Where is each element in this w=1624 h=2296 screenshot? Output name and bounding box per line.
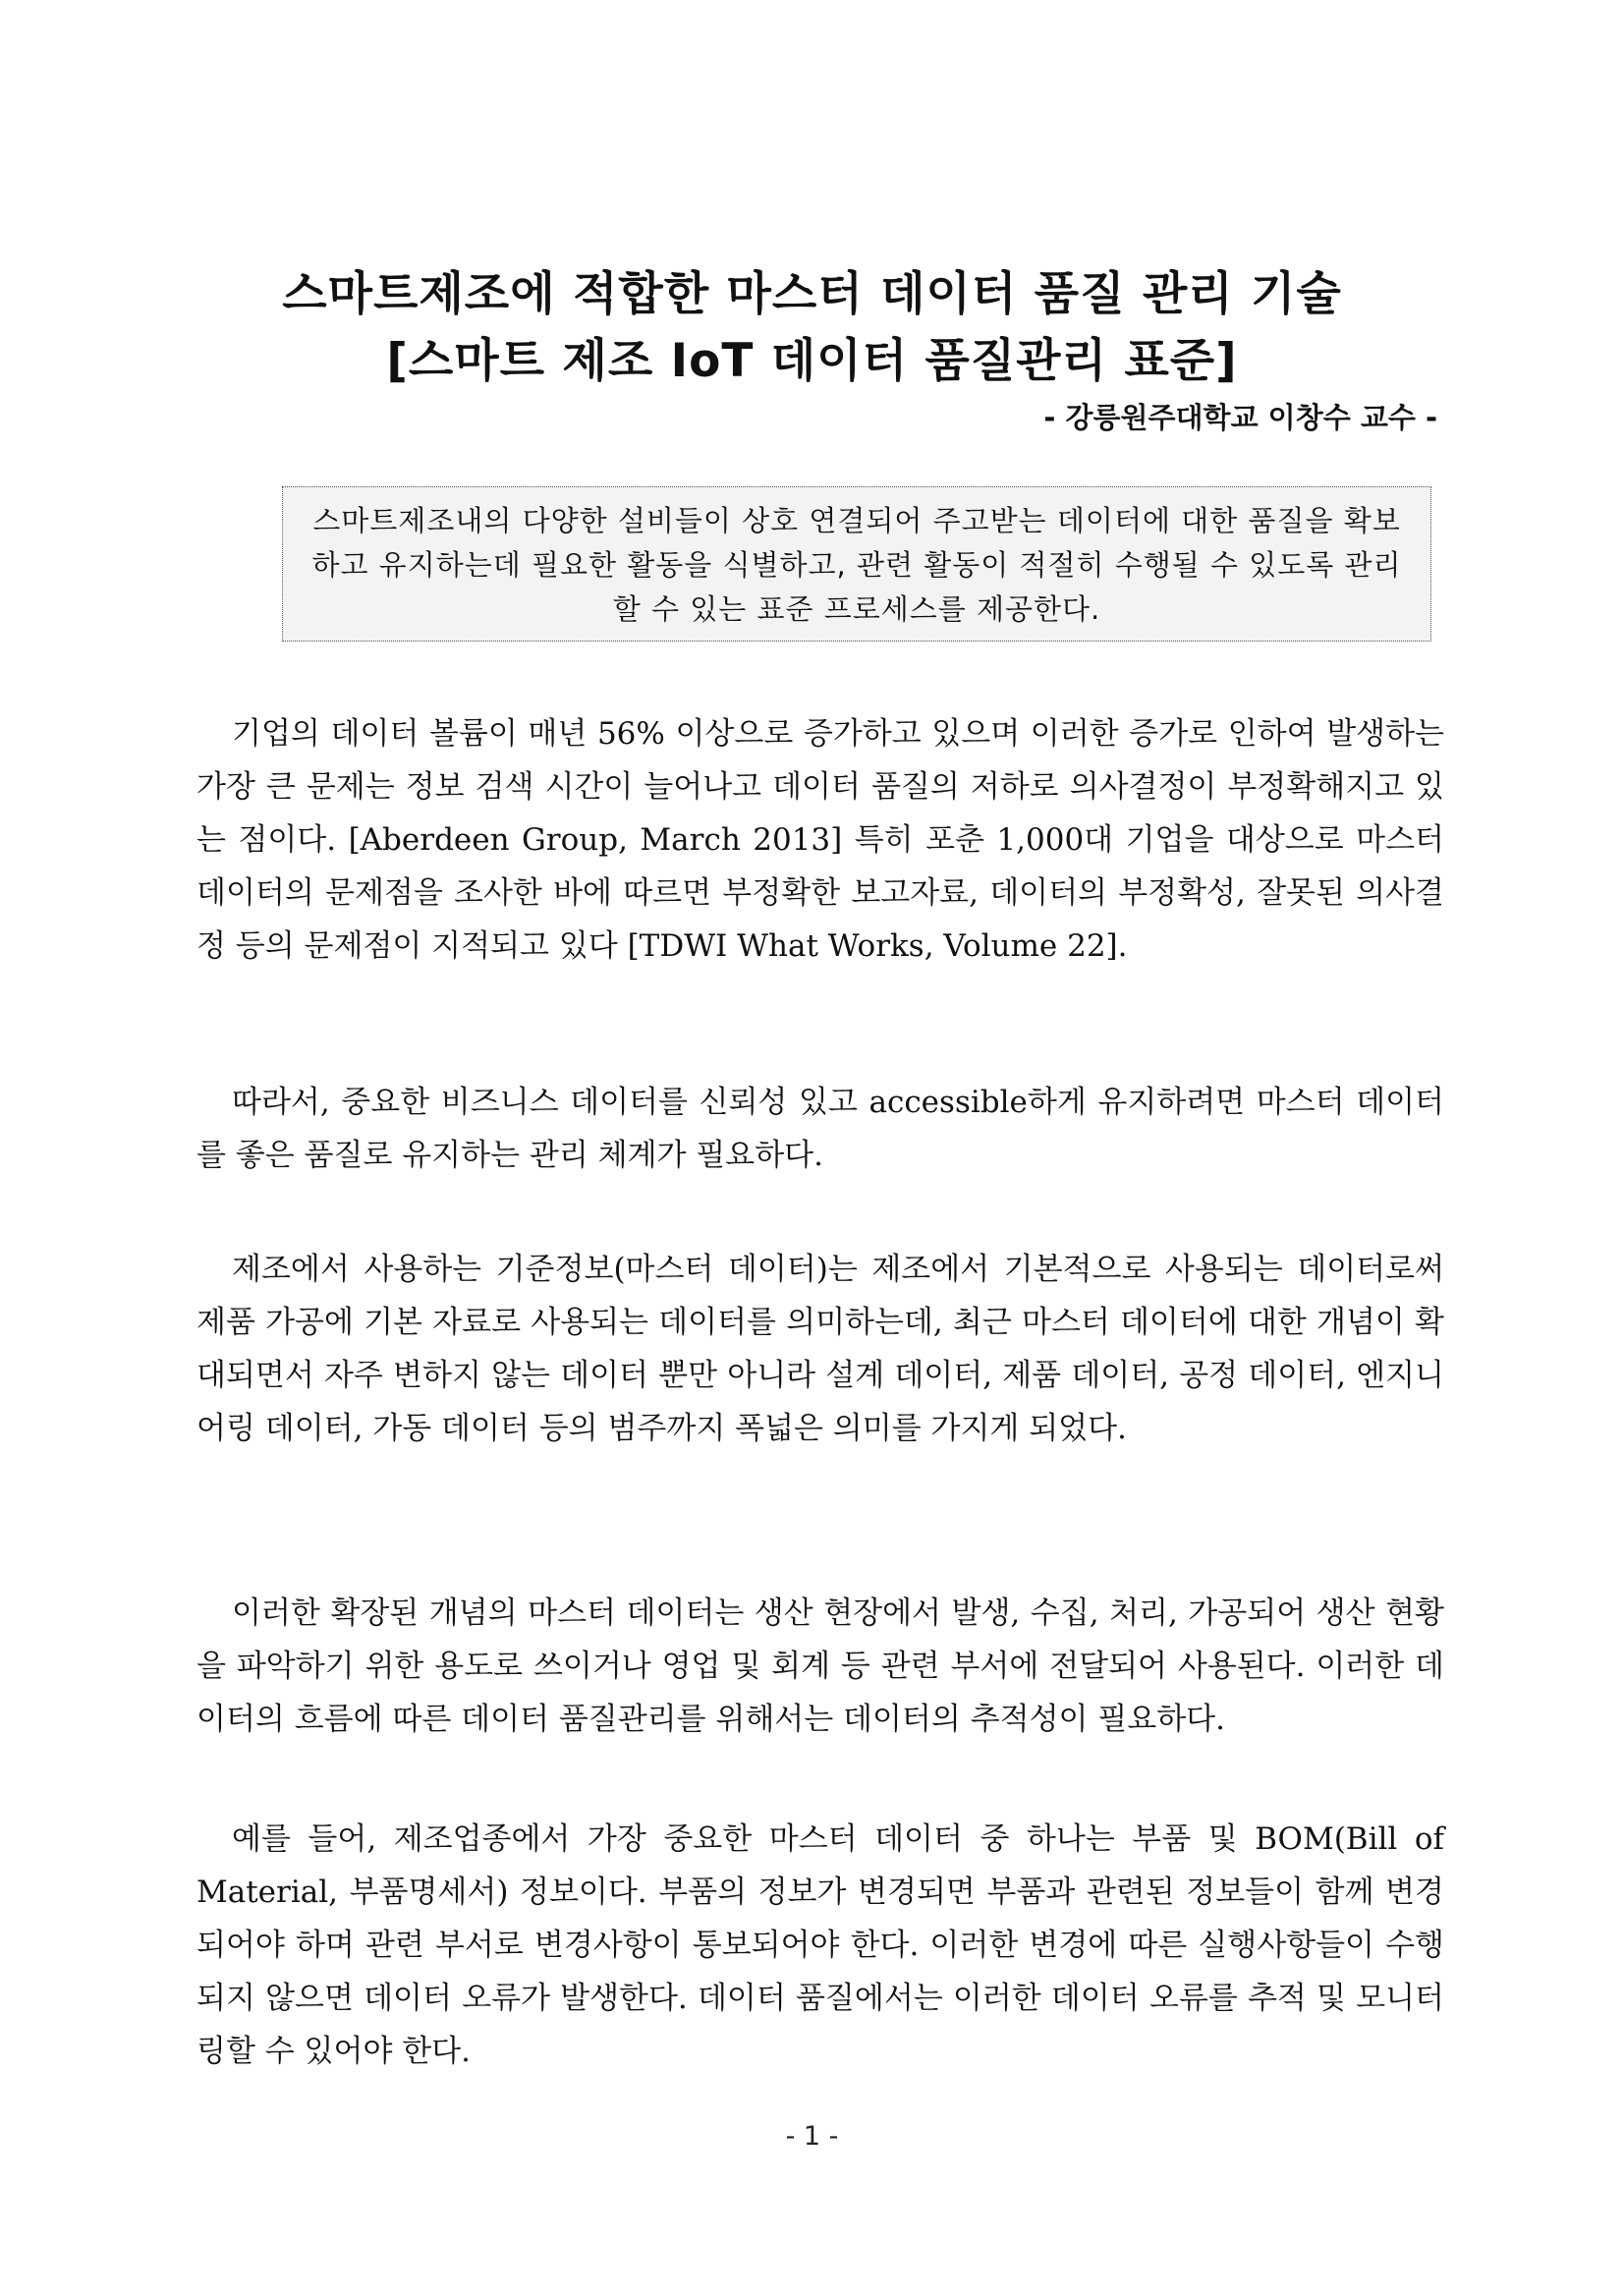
- body-paragraph-1: 기업의 데이터 볼륨이 매년 56% 이상으로 증가하고 있으며 이러한 증가로 인하여 발생하는 가장 큰 문제는 정보 검색 시간이 늘어나고 데이터 품질의 저하로 의사결정이 부정확해지고 있는 점이다. [Aberdeen Group, March 2013] 특히 포춘 1,000대 기업을 대상으로 마스터 데이터의 문제점을 조사한 바에 따르면 부정확한 보고자료, 데이터의 부정확성, 잘못된 의사결정 등의 문제점이 지적되고 있다 [TDWI What Works, Volume 22].: [196, 716, 1444, 964]
- author-line: - 강릉원주대학교 이창수 교수 -: [1043, 401, 1437, 434]
- body-paragraph-5: 예를 들어, 제조업종에서 가장 중요한 마스터 데이터 중 하나는 부품 및 BOM(Bill of Material, 부품명세서) 정보이다. 부품의 정보가 변경되면 부품과 관련된 정보들이 함께 변경되어야 하며 관련 부서로 변경사항이 통보되어야 한다. 이러한 변경에 따른 실행사항들이 수행되지 않으면 데이터 오류가 발생한다. 데이터 품질에서는 이러한 데이터 오류를 추적 및 모니터링할 수 있어야 한다.: [196, 1821, 1444, 2069]
- abstract-box: [282, 486, 1431, 642]
- document-title-line-2: [스마트 제조 IoT 데이터 품질관리 표준]: [386, 334, 1238, 388]
- body-paragraph-4: 이러한 확장된 개념의 마스터 데이터는 생산 현장에서 발생, 수집, 처리, 가공되어 생산 현황을 파악하기 위한 용도로 쓰이거나 영업 및 회계 등 관련 부서에 전달되어 사용된다. 이러한 데이터의 흐름에 따른 데이터 품질관리를 위해서는 데이터의 추적성이 필요하다.: [196, 1596, 1444, 1737]
- body-paragraph-3: 제조에서 사용하는 기준정보(마스터 데이터)는 제조에서 기본적으로 사용되는 데이터로써 제품 가공에 기본 자료로 사용되는 데이터를 의미하는데, 최근 마스터 데이터에 대한 개념이 확대되면서 자주 변하지 않는 데이터 뿐만 아니라 설계 데이터, 제품 데이터, 공정 데이터, 엔지니어링 데이터, 가동 데이터 등의 범주까지 폭넓은 의미를 가지게 되었다.: [196, 1252, 1444, 1446]
- document-title-line-1: 스마트제조에 적합한 마스터 데이터 품질 관리 기술: [282, 267, 1342, 321]
- abstract-text: 스마트제조내의 다양한 설비들이 상호 연결되어 주고받는 데이터에 대한 품질을 확보하고 유지하는데 필요한 활동을 식별하고, 관련 활동이 적절히 수행될 수 있도록 관리할 수 있는 표준 프로세스를 제공한다.: [311, 504, 1402, 626]
- body-paragraph-2: 따라서, 중요한 비즈니스 데이터를 신뢰성 있고 accessible하게 유지하려면 마스터 데이터를 좋은 품질로 유지하는 관리 체계가 필요하다.: [196, 1085, 1444, 1173]
- page-number: - 1 -: [785, 2121, 839, 2152]
